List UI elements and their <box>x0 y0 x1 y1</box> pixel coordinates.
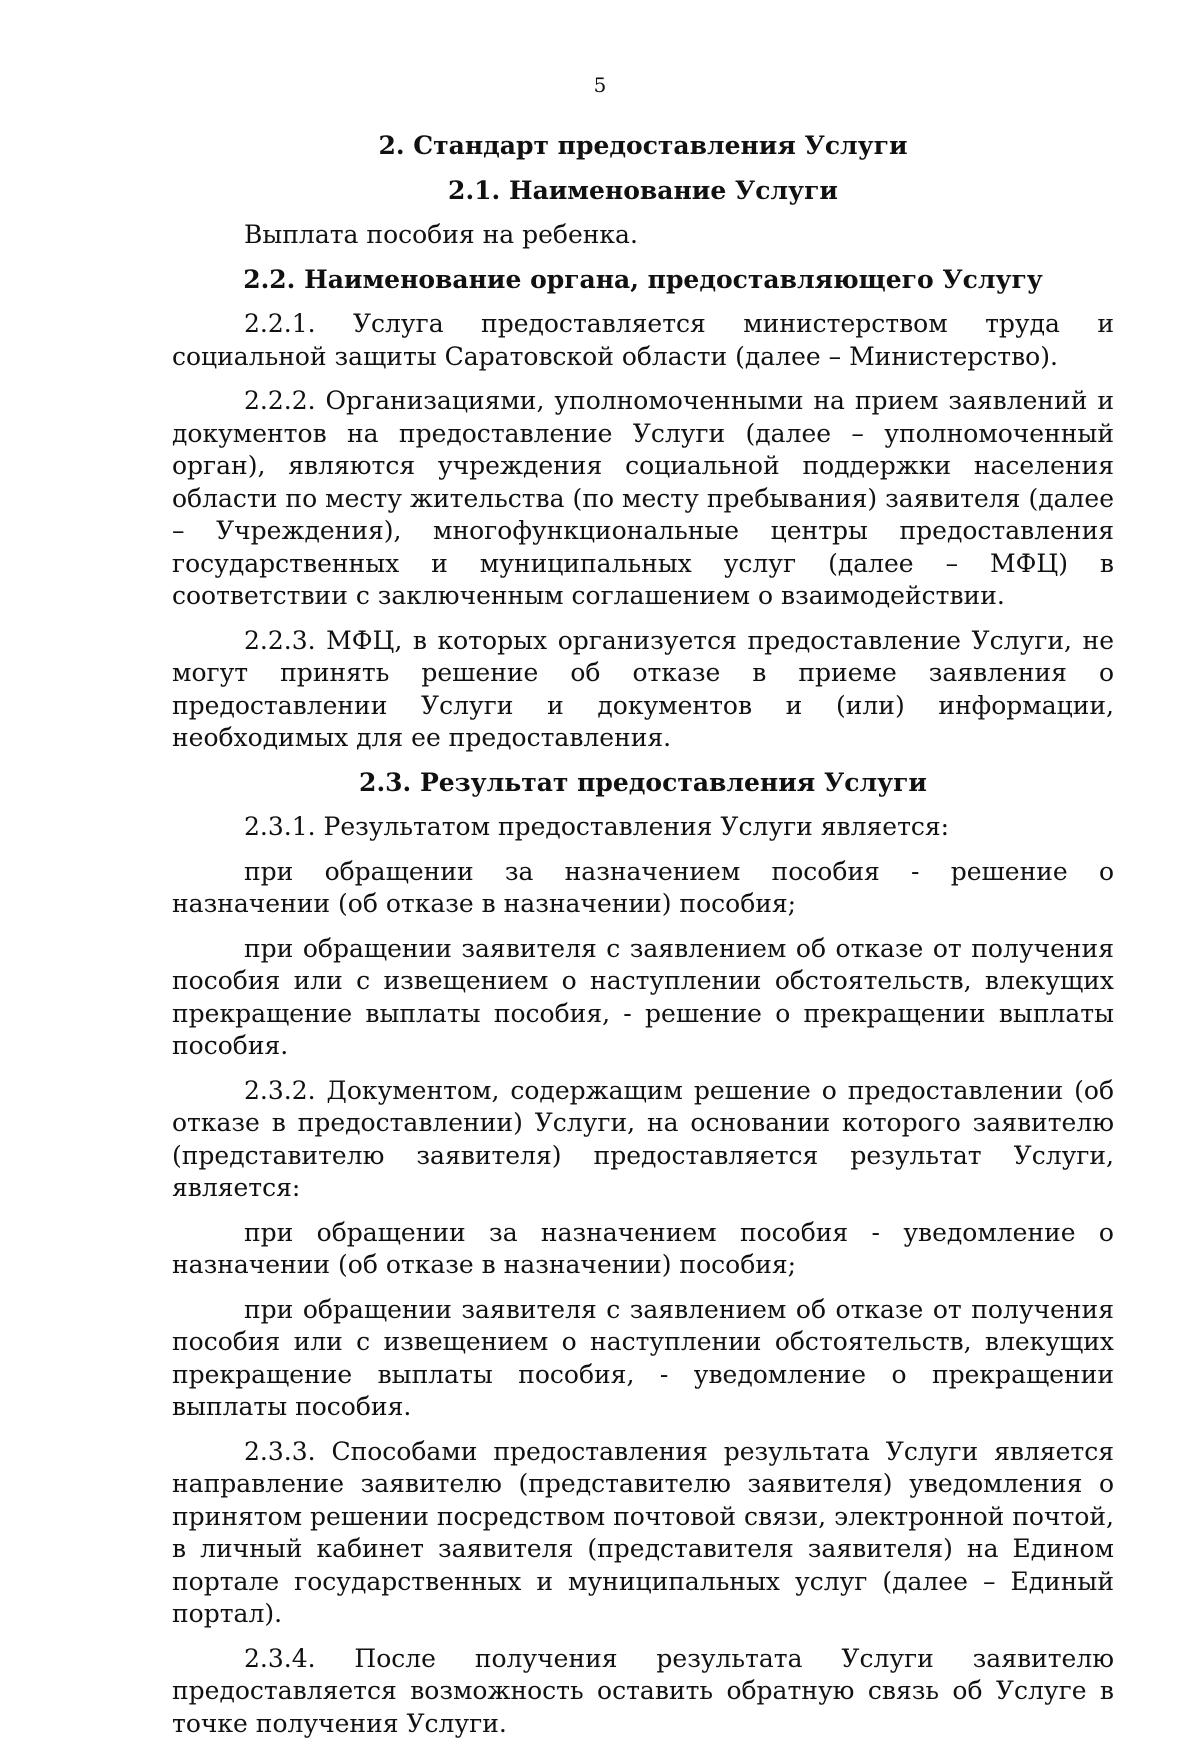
paragraph-2-3-2-b: при обращении заявителя с заявлением об отказе от получения пособия или с извещением о наступлении обстоятельств, влекущих прекращение выплаты пособия, - уведомление о прекращении выплаты пособия. <box>172 1294 1114 1421</box>
paragraph-service-name: Выплата пособия на ребенка. <box>244 220 638 249</box>
paragraph-2-3-2-a: при обращении за назначением пособия - уведомление о назначении (об отказе в назначении) пособия; <box>172 1217 1114 1279</box>
paragraph-2-3-4: 2.3.4. После получения результата Услуги заявителю предоставляется возможность оставить обратную связь об Услуге в точке получения Услуги. <box>172 1643 1114 1738</box>
paragraph-2-2-2: 2.2.2. Организациями, уполномоченными на прием заявлений и документов на предоставление Услуги (далее – уполномоченный орган), являются учреждения социальной поддержки населения области по месту жительства (по месту пребывания) заявителя (далее – Учреждения), многофункциональные центры предоставления государственных и муниципальных услуг (далее – МФЦ) в соответствии с заключенным соглашением о взаимодействии. <box>172 386 1114 610</box>
paragraph-2-3-3: 2.3.3. Способами предоставления результата Услуги является направление заявителю (представителю заявителя) уведомления о принятом решении посредством почтовой связи, электронной почтой, в личный кабинет заявителя (представителя заявителя) на Едином портале государственных и муниципальных услуг (далее – Единый портал). <box>172 1436 1114 1628</box>
paragraph-2-3-1-b: при обращении заявителя с заявлением об отказе от получения пособия или с извещением о наступлении обстоятельств, влекущих прекращение выплаты пособия, - решение о прекращении выплаты пособия. <box>172 933 1114 1060</box>
paragraph-2-3-2: 2.3.2. Документом, содержащим решение о предоставлении (об отказе в предоставлении) Услуги, на основании которого заявителю (представителю заявителя) предоставляется результат Услуги, является: <box>172 1075 1114 1202</box>
paragraph-2-2-3: 2.2.3. МФЦ, в которых организуется предоставление Услуги, не могут принять решение об отказе в приеме заявления о предоставлении Услуги и документов и (или) информации, необходимых для ее предоставления. <box>172 625 1114 752</box>
paragraph-2-2-1: 2.2.1. Услуга предоставляется министерством труда и социальной защиты Саратовской области (далее – Министерство). <box>172 309 1114 371</box>
subsection-heading-2-2: 2.2. Наименование органа, предоставляющего Услугу <box>243 264 1043 294</box>
section-heading-2: 2. Стандарт предоставления Услуги <box>378 131 908 160</box>
subsection-heading-2-1: 2.1. Наименование Услуги <box>448 175 838 205</box>
subsection-heading-2-3: 2.3. Результат предоставления Услуги <box>359 767 927 797</box>
document-body <box>172 130 1114 1752</box>
paragraph-2-3-1: 2.3.1. Результатом предоставления Услуги является: <box>244 812 950 841</box>
page-number: 5 <box>593 73 607 97</box>
paragraph-2-3-1-a: при обращении за назначением пособия - решение о назначении (об отказе в назначении) пособия; <box>172 856 1114 918</box>
